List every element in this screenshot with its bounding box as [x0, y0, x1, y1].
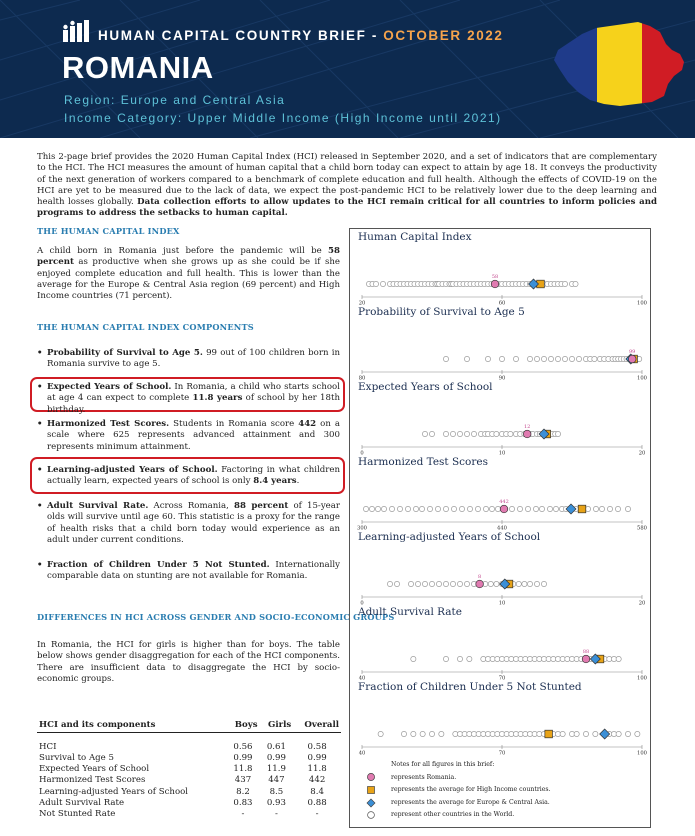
- other-country-point: [548, 356, 553, 361]
- other-country-point: [443, 656, 448, 661]
- table-row: [37, 753, 341, 764]
- component-text-rest: .: [296, 476, 300, 487]
- other-country-point: [607, 506, 612, 511]
- brief-title-line: [98, 28, 504, 43]
- other-country-point: [435, 506, 440, 511]
- other-country-point: [422, 431, 427, 436]
- chart-title: Expected Years of School: [358, 381, 493, 393]
- component-text-rest: of 15-year olds will survive until age 60. This statistic is a proxy for the range of health risks that a child born today would experience as an adult under current conditions.: [47, 501, 340, 545]
- other-country-point: [592, 356, 597, 361]
- hci-heading: THE HUMAN CAPITAL INDEX: [37, 226, 180, 236]
- other-country-point: [457, 656, 462, 661]
- table-header-row: [37, 718, 341, 733]
- other-country-point: [375, 506, 380, 511]
- table-cell: Learning-adjusted Years of School: [39, 786, 189, 797]
- table-header: Overall: [293, 718, 341, 733]
- chart-tick-label: 580: [637, 525, 647, 530]
- component-text: Internationally comparable data on stunting are not available for Romania.: [47, 560, 341, 582]
- chart-title: Learning-adjusted Years of School: [358, 531, 541, 543]
- other-country-point: [387, 581, 392, 586]
- bullet: •: [37, 348, 43, 358]
- component-value: 442: [298, 419, 317, 429]
- table-header: Boys: [226, 718, 259, 733]
- chart-tick-label: 90: [498, 375, 506, 380]
- component-learning-adjusted: [37, 465, 340, 488]
- legend-high-income-text: represents the average for High Income countries.: [391, 786, 551, 793]
- other-country-point: [457, 431, 462, 436]
- table-row: [37, 775, 341, 786]
- component-title: Adult Survival Rate.: [47, 501, 149, 511]
- other-country-point: [593, 506, 598, 511]
- other-country-point: [413, 506, 418, 511]
- romania-point: [500, 505, 508, 513]
- component-title: Fraction of Children Under 5 Not Stunted.: [47, 560, 270, 570]
- component-title: Learning-adjusted Years of School.: [47, 465, 218, 475]
- table-cell: 437: [234, 775, 252, 786]
- chart-title: Adult Survival Rate: [358, 606, 462, 618]
- other-country-point: [547, 506, 552, 511]
- component-text: Factoring in what children actually learn, expected years of school is only: [47, 465, 340, 487]
- other-country-point: [583, 731, 588, 736]
- country-name: ROMANIA: [62, 50, 214, 85]
- other-country-point: [394, 581, 399, 586]
- romania-point: [476, 580, 484, 588]
- other-country-point: [443, 431, 448, 436]
- romania-point: [628, 355, 636, 363]
- chart-tick-label: 70: [498, 750, 506, 755]
- dot-plot-chart: [350, 472, 650, 530]
- component-survival: [37, 348, 340, 371]
- other-country-point: [516, 581, 521, 586]
- other-country-point: [508, 431, 513, 436]
- other-country-point: [576, 356, 581, 361]
- other-country-point: [522, 581, 527, 586]
- table-cell: 442: [308, 775, 326, 786]
- other-country-point: [408, 581, 413, 586]
- romania-value-label: 12: [524, 424, 531, 430]
- other-country-point: [562, 281, 567, 286]
- other-country-point: [625, 506, 630, 511]
- romania-point: [491, 280, 499, 288]
- other-country-point: [450, 431, 455, 436]
- other-country-point: [625, 731, 630, 736]
- eca-average-point: [566, 504, 576, 514]
- other-country-point: [513, 356, 518, 361]
- other-country-point: [499, 356, 504, 361]
- other-country-point: [427, 506, 432, 511]
- component-text: Students in Romania score: [169, 419, 299, 429]
- component-title: Expected Years of School.: [47, 382, 172, 392]
- other-country-point: [494, 431, 499, 436]
- other-country-point: [459, 506, 464, 511]
- header-banner: [0, 0, 695, 138]
- other-country-point: [489, 506, 494, 511]
- other-country-point: [574, 731, 579, 736]
- legend-markers: [364, 772, 378, 832]
- chart-tick-label: 40: [358, 750, 366, 755]
- high-income-average-point: [545, 730, 553, 738]
- component-expected-years: [37, 382, 340, 416]
- table-cell: 8.5: [269, 786, 284, 797]
- high-income-average-point: [578, 505, 586, 513]
- legend-other-text: represent other countries in the World.: [391, 811, 515, 818]
- table-cell: Adult Survival Rate: [39, 797, 125, 808]
- other-country-point: [599, 506, 604, 511]
- table-header: Girls: [260, 718, 294, 733]
- component-text-rest: of school by her 18th birthday.: [47, 393, 340, 415]
- romania-value-label: 99: [629, 349, 636, 355]
- other-country-point: [439, 731, 444, 736]
- other-country-point: [422, 581, 427, 586]
- chart-title: Harmonized Test Scores: [358, 456, 489, 468]
- component-text-rest: on a scale where 625 represents advanced attainment and 300 represents minimum attainment.: [47, 419, 341, 452]
- other-country-point: [517, 506, 522, 511]
- other-country-point: [555, 356, 560, 361]
- component-text: In Romania, a child who starts school at age 4 can expect to complete: [47, 382, 340, 404]
- chart-tick-label: 100: [637, 750, 647, 755]
- component-stunting: [37, 560, 340, 583]
- other-country-point: [593, 731, 598, 736]
- chart-tick-label: 100: [637, 675, 647, 680]
- other-country-point: [429, 431, 434, 436]
- other-country-point: [475, 506, 480, 511]
- chart-tick-label: 20: [638, 600, 646, 605]
- other-country-point: [569, 356, 574, 361]
- chart-tick-label: 10: [498, 600, 506, 605]
- other-country-point: [555, 431, 560, 436]
- other-country-point: [401, 731, 406, 736]
- table-cell: 0.56: [233, 741, 253, 752]
- component-value: 11.8 years: [192, 393, 243, 404]
- other-country-point: [525, 506, 530, 511]
- other-country-point: [485, 356, 490, 361]
- other-country-point: [378, 731, 383, 736]
- other-country-point: [616, 656, 621, 661]
- component-value: 88 percent: [234, 501, 289, 511]
- other-country-point: [464, 356, 469, 361]
- chart-title: Probability of Survival to Age 5: [358, 306, 525, 318]
- romania-point: [523, 430, 531, 438]
- other-country-point: [616, 731, 621, 736]
- other-country-point: [553, 506, 558, 511]
- component-title: Harmonized Test Scores.: [47, 419, 170, 429]
- other-country-point: [451, 506, 456, 511]
- bullet: •: [37, 419, 43, 429]
- other-country-point: [562, 356, 567, 361]
- intro-bold-text: Data collection efforts to allow updates to the HCI remain critical for all countries to inform policies and programs to address the setbacks to human capital.: [37, 197, 658, 219]
- chart-tick-label: 20: [358, 300, 366, 305]
- other-country-point: [450, 581, 455, 586]
- intro-paragraph: [37, 152, 657, 220]
- other-country-point: [573, 281, 578, 286]
- other-country-point: [464, 581, 469, 586]
- dot-plot-chart: [350, 547, 650, 605]
- bullet: •: [37, 382, 43, 392]
- other-country-point: [534, 581, 539, 586]
- other-country-point: [495, 506, 500, 511]
- legend-high-income-marker: [368, 787, 375, 794]
- legend-romania-text: represents Romania.: [391, 774, 457, 781]
- differences-paragraph: In Romania, the HCI for girls is higher than for boys. The table below shows gender disaggregation for each of the HCI components. There are insufficient data to disaggregate the HCI by socio-economic groups.: [37, 640, 340, 684]
- component-text: 99 out of 100 children born in Romania survive to age 5.: [47, 348, 340, 370]
- other-country-point: [534, 356, 539, 361]
- table-row: [37, 809, 341, 820]
- component-test-scores: [37, 419, 340, 453]
- other-country-point: [419, 506, 424, 511]
- other-country-point: [488, 581, 493, 586]
- other-country-point: [429, 731, 434, 736]
- table-cell: 447: [268, 775, 285, 786]
- eca-average-point: [600, 729, 610, 739]
- other-country-point: [527, 356, 532, 361]
- chart-tick-label: 0: [360, 450, 364, 455]
- other-country-point: [363, 506, 368, 511]
- hci-paragraph: [37, 246, 340, 302]
- table-cell: 0.99: [233, 752, 253, 763]
- income-category-label: Income Category: Upper Middle Income (High Income until 2021): [64, 111, 502, 125]
- other-country-point: [483, 506, 488, 511]
- table-row: [37, 764, 341, 775]
- other-country-point: [467, 506, 472, 511]
- legend-title: Notes for all figures in this brief:: [391, 761, 495, 768]
- brief-date: OCTOBER 2022: [383, 28, 504, 43]
- other-country-point: [585, 506, 590, 511]
- brief-separator: -: [371, 28, 378, 43]
- hci-logo-icon: [62, 20, 90, 42]
- legend-eca-text: represents the average for Europe & Central Asia.: [391, 799, 550, 806]
- table-cell: Survival to Age 5: [39, 752, 114, 763]
- other-country-point: [405, 506, 410, 511]
- other-country-point: [420, 731, 425, 736]
- other-country-point: [429, 581, 434, 586]
- chart-tick-label: 440: [497, 525, 507, 530]
- chart-tick-label: 0: [360, 600, 364, 605]
- table-cell: 0.99: [266, 752, 286, 763]
- other-country-point: [373, 281, 378, 286]
- legend-romania-marker: [367, 773, 374, 780]
- chart-tick-label: 300: [357, 525, 367, 530]
- brief-title: HUMAN CAPITAL COUNTRY BRIEF: [98, 28, 367, 43]
- other-country-point: [509, 506, 514, 511]
- other-country-point: [464, 431, 469, 436]
- table-row: [37, 798, 341, 809]
- chart-tick-label: 20: [638, 450, 646, 455]
- component-value: 8.4 years: [253, 476, 297, 487]
- differences-heading: DIFFERENCES IN HCI ACROSS GENDER AND SOCIO-ECONOMIC GROUPS: [37, 612, 395, 622]
- chart-title: Human Capital Index: [358, 231, 472, 243]
- hci-charts-panel: [349, 228, 651, 828]
- dot-plot-chart: [350, 247, 650, 305]
- table-cell: 11.8: [307, 764, 327, 775]
- hci-p1-bold: 58 percent: [37, 246, 340, 268]
- table-cell: Harmonized Test Scores: [39, 775, 146, 786]
- table-row: [37, 787, 341, 798]
- table-cell: 0.93: [266, 797, 286, 808]
- romania-flag-map-icon: [552, 20, 687, 108]
- other-country-point: [411, 731, 416, 736]
- bullet: •: [37, 560, 43, 570]
- other-country-point: [443, 356, 448, 361]
- other-country-point: [411, 656, 416, 661]
- dot-plot-chart: [350, 322, 650, 380]
- romania-value-label: 442: [499, 499, 509, 505]
- other-country-point: [539, 506, 544, 511]
- table-cell: 8.4: [310, 786, 324, 797]
- table-header: HCI and its components: [37, 718, 226, 733]
- romania-value-label: 88: [582, 649, 590, 655]
- chart-tick-label: 100: [637, 375, 647, 380]
- legend-eca-marker: [367, 799, 375, 807]
- other-country-point: [471, 431, 476, 436]
- table-cell: 11.8: [233, 764, 253, 775]
- other-country-point: [397, 506, 402, 511]
- chart-title: Fraction of Children Under 5 Not Stunted: [358, 681, 582, 693]
- dot-plot-chart: [350, 397, 650, 455]
- chart-tick-label: 100: [637, 300, 647, 305]
- other-country-point: [635, 731, 640, 736]
- table-cell: 0.58: [307, 741, 327, 752]
- other-country-point: [381, 506, 386, 511]
- other-country-point: [560, 731, 565, 736]
- table-cell: 0.88: [307, 797, 327, 808]
- other-country-point: [541, 356, 546, 361]
- table-cell: 0.99: [307, 752, 327, 763]
- other-country-point: [369, 506, 374, 511]
- chart-tick-label: 10: [498, 450, 506, 455]
- table-cell: 0.61: [266, 741, 286, 752]
- table-cell: Not Stunted Rate: [39, 809, 116, 820]
- table-cell: HCI: [39, 741, 57, 752]
- chart-tick-label: 80: [358, 375, 366, 380]
- dot-plot-chart: [350, 622, 650, 680]
- other-country-point: [527, 581, 532, 586]
- chart-tick-label: 60: [498, 300, 506, 305]
- chart-tick-label: 40: [358, 675, 366, 680]
- romania-value-label: 8: [478, 574, 482, 580]
- component-text: Across Romania,: [148, 501, 235, 511]
- other-country-point: [443, 581, 448, 586]
- other-country-point: [415, 581, 420, 586]
- other-country-point: [457, 581, 462, 586]
- other-country-point: [436, 581, 441, 586]
- table-row: [37, 742, 341, 753]
- region-label: Region: Europe and Central Asia: [64, 93, 286, 107]
- other-country-point: [380, 281, 385, 286]
- component-adult-survival: [37, 501, 340, 546]
- component-title: Probability of Survival to Age 5.: [47, 348, 203, 358]
- table-cell: -: [274, 809, 278, 820]
- table-cell: -: [241, 809, 245, 820]
- hci-p1: A child born in Romania just before the pandemic will be: [37, 246, 329, 256]
- table-cell: Expected Years of School: [39, 764, 150, 775]
- bullet: •: [37, 501, 43, 511]
- other-country-point: [467, 656, 472, 661]
- other-country-point: [615, 506, 620, 511]
- dot-plot-chart: [350, 697, 650, 755]
- romania-value-label: 58: [491, 274, 499, 280]
- table-cell: 0.83: [233, 797, 253, 808]
- table-cell: 11.9: [266, 764, 286, 775]
- other-country-point: [541, 581, 546, 586]
- legend-other-marker: [368, 812, 375, 819]
- other-country-point: [494, 581, 499, 586]
- table-cell: 8.2: [236, 786, 250, 797]
- components-heading: THE HUMAN CAPITAL INDEX COMPONENTS: [37, 322, 254, 332]
- hci-p1-rest: as productive when she grows up as she could be if she enjoyed complete education and full health. This is lower than the average for the Europe & Central Asia region (69 percent) and High Income countries (71 percent).: [37, 257, 340, 302]
- other-country-point: [443, 506, 448, 511]
- intro-text: This 2-page brief provides the 2020 Human Capital Index (HCI) released in September 2020, and a set of indicators that are complementary to the HCI. The HCI measures the amount of human capital that a child born today can expect to attain by age 18. It conveys the productivity of the next generation of workers compared to a benchmark of complete education and full health. Although the effects of COVID-19 on the HCI are yet to be measured due to the lack of data, we expect the post-pandemic HCI to be relatively lower due to the deep learning and health losses globally.: [37, 152, 657, 208]
- other-country-point: [389, 506, 394, 511]
- chart-tick-label: 70: [498, 675, 506, 680]
- romania-point: [582, 655, 590, 663]
- bullet: •: [37, 465, 43, 475]
- table-cell: -: [315, 809, 319, 820]
- other-country-point: [533, 506, 538, 511]
- hci-gender-table: [37, 718, 341, 821]
